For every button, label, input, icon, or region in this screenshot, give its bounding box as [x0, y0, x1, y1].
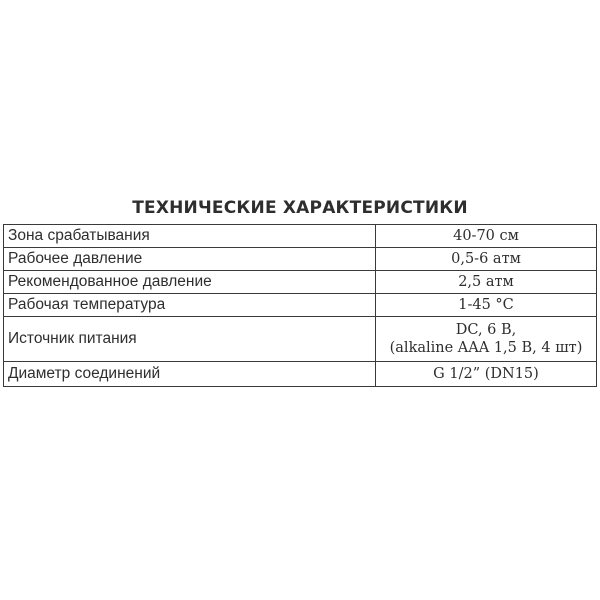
- param-name: Зона срабатывания: [4, 225, 376, 248]
- specs-title: ТЕХНИЧЕСКИЕ ХАРАКТЕРИСТИКИ: [132, 198, 468, 218]
- table-row: [4, 225, 597, 248]
- param-value: 40-70 см: [376, 225, 597, 248]
- param-value: [376, 317, 597, 362]
- param-name: Рабочая температура: [4, 294, 376, 317]
- table-row: [4, 271, 597, 294]
- param-value: 1-45 °C: [376, 294, 597, 317]
- table-row: [4, 362, 597, 387]
- param-value: 0,5-6 атм: [376, 248, 597, 271]
- specs-table: [3, 224, 597, 387]
- param-value-line: DC, 6 В,: [455, 322, 517, 338]
- table-row: [4, 248, 597, 271]
- param-value-line: (alkaline AAA 1,5 В, 4 шт): [389, 340, 583, 356]
- param-name: Рабочее давление: [4, 248, 376, 271]
- param-name: Источник питания: [4, 317, 376, 362]
- param-value: 2,5 атм: [376, 271, 597, 294]
- param-name: Рекомендованное давление: [4, 271, 376, 294]
- param-name: Диаметр соединений: [4, 362, 376, 387]
- table-row: [4, 317, 597, 362]
- table-row: [4, 294, 597, 317]
- param-value: G 1/2” (DN15): [376, 362, 597, 387]
